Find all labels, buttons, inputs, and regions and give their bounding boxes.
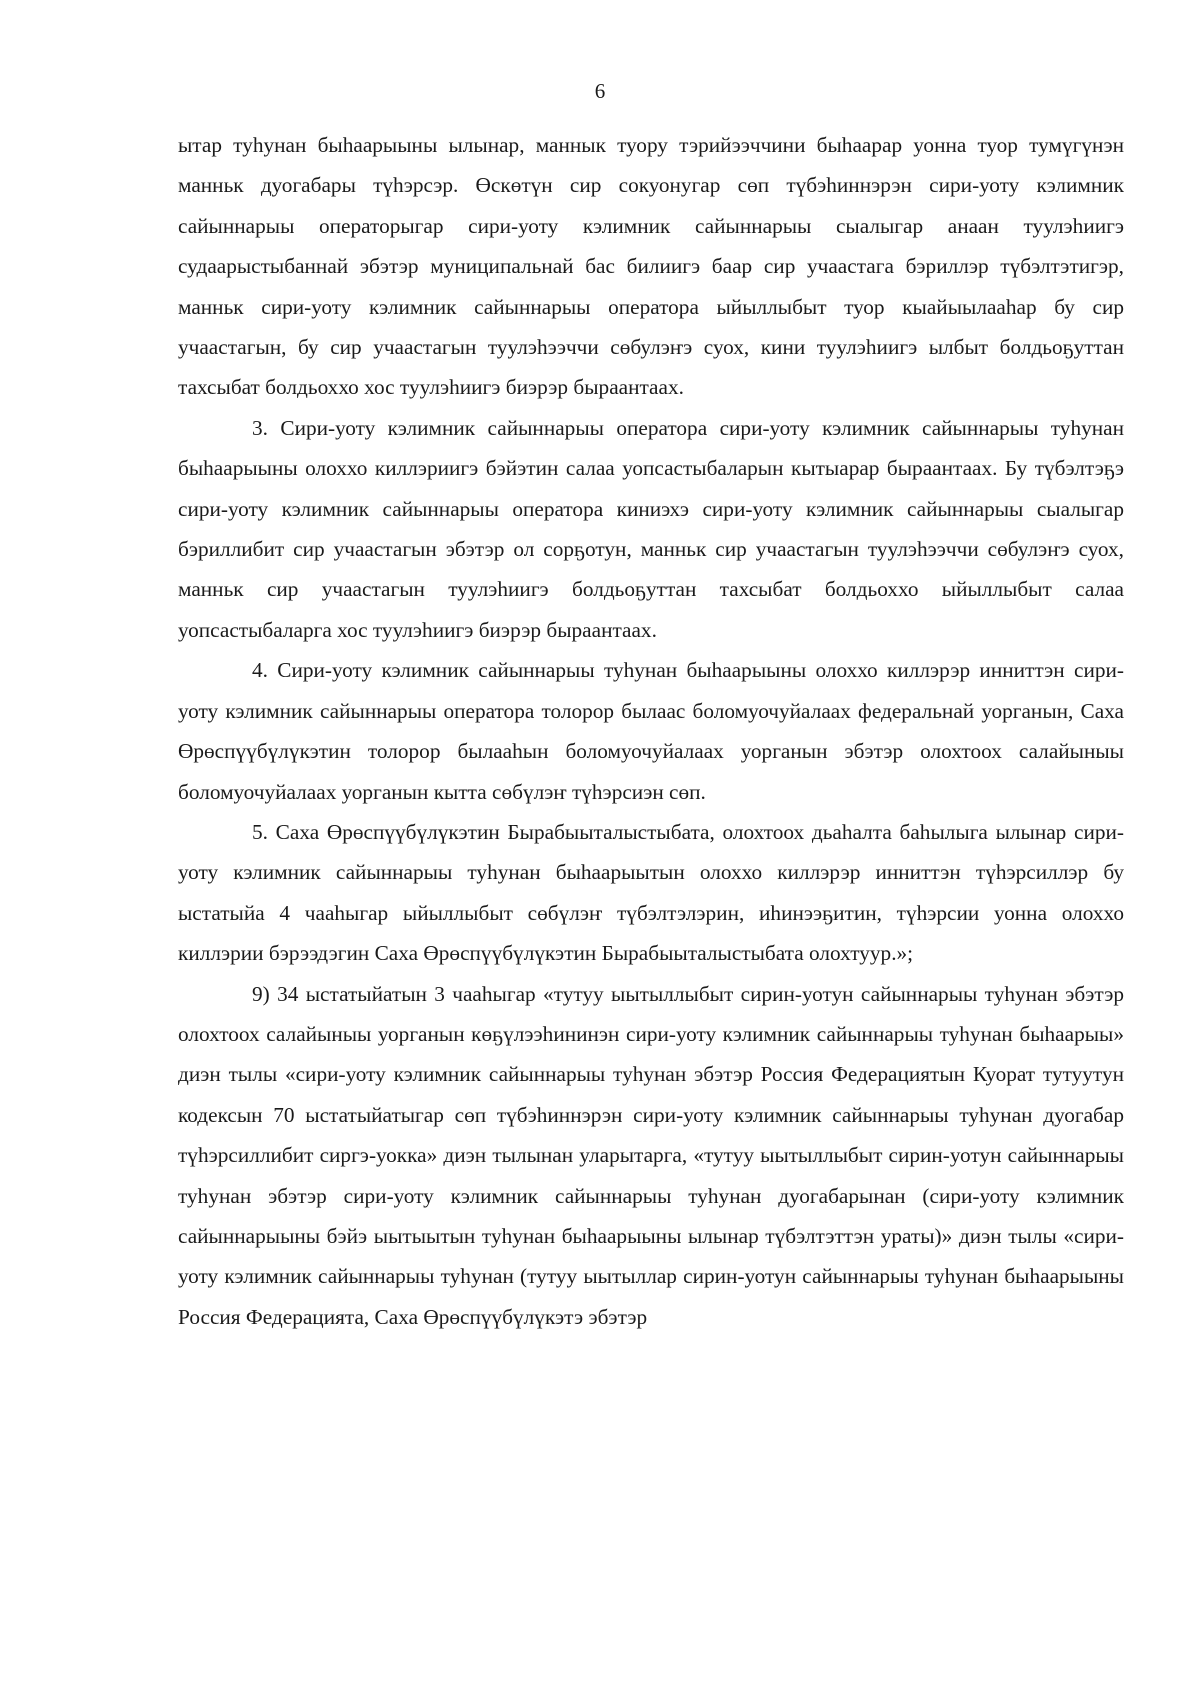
paragraph-item-3: 3. Сири-уоту кэлимник сайыннарыы оператора сири-уоту кэлимник сайыннарыы туһунан быһаарыыны олоххо киллэриигэ бэйэтин салаа уопсастыбаларын кытыарар быраантаах. Бу түбэлтэҕэ сири-уоту кэлимник сайыннарыы оператора киниэхэ сири-уоту кэлимник сайыннарыы сыалыгар бэриллибит сир учаастагын эбэтэр ол сорҕотун, манньк сир учаастагын туулэһээччи сөбулэҥэ суох, манньк сир учаастагын туулэһиигэ болдьоҕуттан тахсыбат болдьоххо ыйыллыбыт салаа уопсастыбаларга хос туулэһиигэ биэрэр быраантаах. <box>178 415 1124 642</box>
paragraph-item-4: 4. Сири-уоту кэлимник сайыннарыы туһунан быһаарыыны олоххо киллэрэр инниттэн сири-уоту кэлимник сайыннарыы оператора толорор былаас боломуочуйалаах федеральнай уорганын, Саха Өрөспүүбүлүкэтин толорор былааһын боломуочуйалаах уорганын эбэтэр олохтоох салайыныы боломуочуйалаах уорганын кытта сөбүлэҥ түһэрсиэн сөп. <box>178 658 1124 804</box>
page-number: 6 <box>594 79 606 103</box>
paragraph-continuation: ытар туһунан быһаарыыны ылынар, маннык туору тэрийээччини быһаарар уонна туор тумүгүнэн манньк дуогабары түһэрсэр. Өскөтүн сир сокуонугар сөп түбэһиннэрэн сири-уоту кэлимник сайыннарыы операторыгар сири-уоту кэлимник сайыннарыы сыалыгар анаан туулэһиигэ судаарыстыбаннай эбэтэр муниципальнай бас билиигэ баар сир учаастага бэриллэр түбэлтэтигэр, манньк сири-уоту кэлимник сайыннарыы оператора ыйыллыбыт туор кыайыылааһар бу сир учаастагын, бу сир учаастагын туулэһээччи сөбулэҥэ суох, кини туулэһиигэ ылбыт болдьоҕуттан тахсыбат болдьоххо хос туулэһиигэ биэрэр быраантаах. <box>178 133 1124 400</box>
paragraph-item-9: 9) 34 ыстатыйатын 3 чааһыгар «тутуу ыытыллыбыт сирин-уотун сайыннарыы туһунан эбэтэр олохтоох салайыныы уорганын көҕүлээһининэн сири-уоту кэлимник сайыннарыы туһунан быһаарыы» диэн тылы «сири-уоту кэлимник сайыннарыы туһунан эбэтэр Россия Федерациятын Куорат тутуутун кодексын 70 ыстатыйатыгар сөп түбэһиннэрэн сири-уоту кэлимник сайыннарыы туһунан дуогабар түһэрсиллибит сиргэ-уокка» диэн тылынан уларытарга, «тутуу ыытыллыбыт сирин-уотун сайыннарыы туһунан эбэтэр сири-уоту кэлимник сайыннарыы туһунан дуогабарынан (сири-уоту кэлимник сайыннарыыны бэйэ ыытыытын туһунан быһаарыыны ылынар түбэлтэттэн ураты)» диэн тылы «сири-уоту кэлимник сайыннарыы туһунан (тутуу ыытыллар сирин-уотун сайыннарыы туһунан быһаарыыны Россия Федерацията, Саха Өрөспүүбүлүкэтэ эбэтэр <box>178 981 1124 1329</box>
paragraph-item-5: 5. Саха Өрөспүүбүлүкэтин Бырабыыталыстыбата, олохтоох дьаһалта баһылыга ылынар сири-уоту кэлимник сайыннарыы туһунан быһаарыытын олоххо киллэрэр инниттэн түһэрсиллэр бу ыстатыйа 4 чааһыгар ыйыллыбыт сөбүлэҥ түбэлтэлэрин, иһинээҕитин, түһэрсии уонна олоххо киллэрии бэрээдэгин Саха Өрөспүүбүлүкэтин Бырабыыталыстыбата олохтуур.»; <box>178 819 1124 966</box>
document-body <box>178 125 1124 1337</box>
